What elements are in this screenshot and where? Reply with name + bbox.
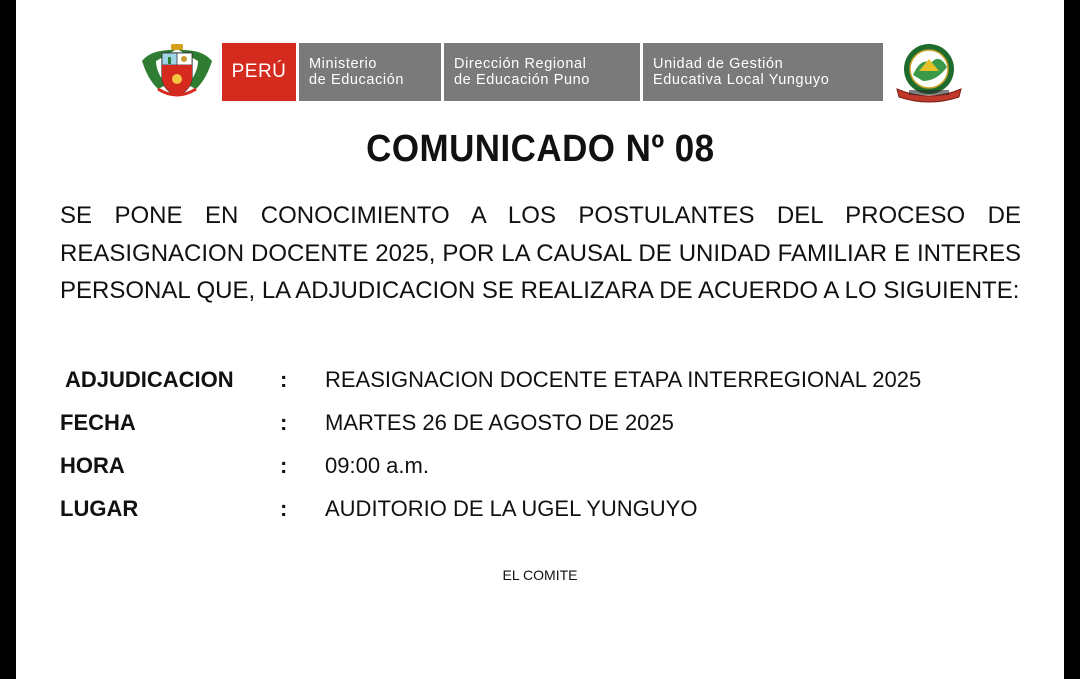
detail-row-adjudicacion: [60, 362, 1020, 405]
announcement-body: SE PONE EN CONOCIMIENTO A LOS POSTULANTES DEL PROCESO DE REASIGNACION DOCENTE 2025, POR LA CAUSAL DE UNIDAD FAMILIAR E INTERES PERSONAL QUE, LA ADJUDICACION SE REALIZARA DE ACUERDO A LO SIGUIENTE:: [60, 202, 1021, 304]
page-title: [0, 128, 1080, 171]
ugel-yunguyo-logo-icon: [889, 41, 969, 103]
dre-line-2: de Educación Puno: [454, 72, 590, 88]
detail-colon: :: [280, 453, 288, 478]
detail-row-fecha: [60, 405, 1020, 448]
detail-row-lugar: [60, 491, 1020, 534]
ugel-line-1: Unidad de Gestión: [653, 56, 784, 72]
ugel-line-2: Educativa Local Yunguyo: [653, 72, 830, 88]
detail-value: 09:00 a.m.: [325, 453, 429, 478]
institution-header: [138, 43, 969, 101]
detail-label: HORA: [60, 453, 125, 478]
ugel-box: [643, 43, 883, 101]
title-text: COMUNICADO Nº 08: [365, 128, 715, 170]
minedu-line-1: Ministerio: [309, 56, 378, 72]
dre-line-1: Dirección Regional: [454, 56, 587, 72]
detail-value: MARTES 26 DE AGOSTO DE 2025: [325, 410, 674, 435]
detail-row-hora: [60, 448, 1020, 491]
minedu-line-2: de Educación: [309, 72, 405, 88]
signature: EL COMITE: [502, 567, 578, 583]
detail-label: LUGAR: [60, 496, 139, 521]
detail-value: REASIGNACION DOCENTE ETAPA INTERREGIONAL 2025: [325, 367, 922, 392]
detail-value: AUDITORIO DE LA UGEL YUNGUYO: [325, 496, 698, 521]
peru-coat-of-arms-icon: [138, 43, 216, 101]
detail-label: FECHA: [60, 410, 136, 435]
detail-label: ADJUDICACION: [65, 367, 234, 392]
details-list: [60, 362, 1020, 534]
dre-box: [444, 43, 640, 101]
minedu-box: [299, 43, 441, 101]
detail-colon: :: [280, 367, 288, 392]
detail-colon: :: [280, 496, 288, 521]
peru-label: PERÚ: [231, 61, 287, 82]
peru-brand-box: [222, 43, 296, 101]
detail-colon: :: [280, 410, 288, 435]
